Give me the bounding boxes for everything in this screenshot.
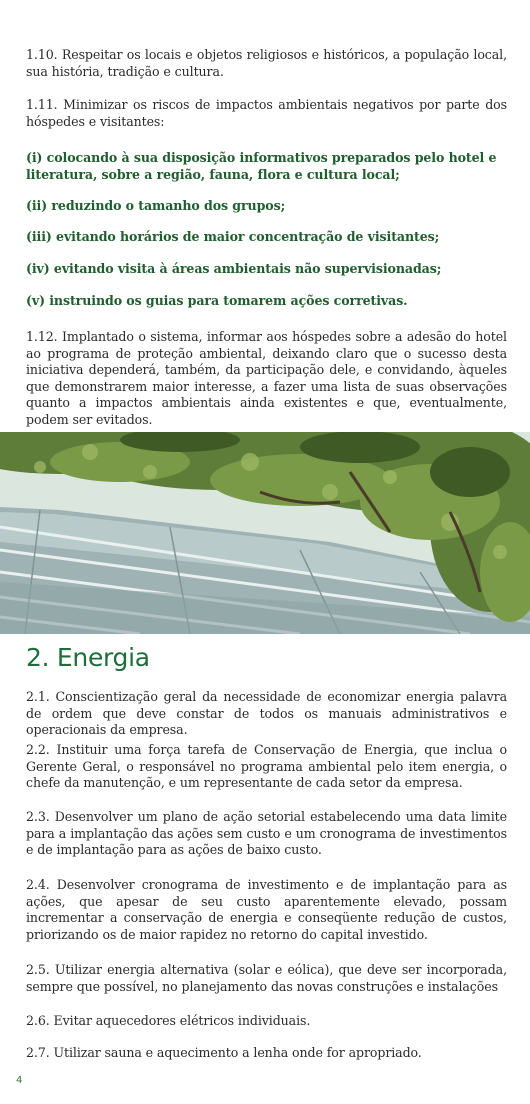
paragraph-1-11-block — [26, 97, 507, 130]
paragraph-2-3-block — [26, 809, 507, 859]
paragraph-2-1: 2.1. Conscientização geral da necessidade de economizar energia palavra de ordem que deve constar de todos os manuais administrativos e operacionais da empresa. — [26, 689, 507, 738]
paragraph-2-7: 2.7. Utilizar sauna e aquecimento a lenha onde for apropriado. — [26, 1045, 422, 1060]
paragraph-2-5: 2.5. Utilizar energia alternativa (solar e eólica), que deve ser incorporada, sempre que possível, no planejamento das novas construções e instalações — [26, 962, 507, 994]
list-item: (v) instruindo os guias para tomarem ações corretivas. — [26, 293, 408, 308]
paragraph-2-4-block — [26, 877, 507, 943]
list-item: (ii) reduzindo o tamanho dos grupos; — [26, 198, 286, 213]
list-item: (iii) evitando horários de maior concentração de visitantes; — [26, 229, 440, 244]
paragraph-2-6: 2.6. Evitar aquecedores elétricos individuais. — [26, 1013, 311, 1028]
paragraph-2-2-block — [26, 742, 507, 792]
paragraph-2-2: 2.2. Instituir uma força tarefa de Conservação de Energia, que inclua o Gerente Geral, o responsável no programa ambiental pelo item energia, o chefe da manutenção, e um representante de cada setor da empresa. — [26, 742, 507, 791]
photo-tree-glass-roof — [0, 432, 530, 634]
paragraph-1-12: 1.12. Implantado o sistema, informar aos hóspedes sobre a adesão do hotel ao programa de proteção ambiental, deixando claro que o sucesso desta iniciativa dependerá, também, da participação dele, e convidando, àqueles que demonstrarem maior interesse, a fazer uma lista de suas observações quanto a impactos ambientais ainda existentes e que, eventualmente, podem ser evitados. — [26, 329, 507, 427]
section-title: 2. Energia — [26, 643, 150, 672]
paragraph-2-3: 2.3. Desenvolver um plano de ação setorial estabelecendo uma data limite para a implantação das ações sem custo e um cronograma de investimentos e de implantação para as ações de baixo custo. — [26, 809, 507, 858]
paragraph-1-11: 1.11. Minimizar os riscos de impactos ambientais negativos por parte dos hóspedes e visitantes: — [26, 97, 507, 129]
paragraph-1-10: 1.10. Respeitar os locais e objetos religiosos e históricos, a população local, sua história, tradição e cultura. — [26, 47, 507, 79]
list-item-iv-block — [26, 261, 507, 278]
photo-illustration — [0, 432, 530, 634]
paragraph-2-4: 2.4. Desenvolver cronograma de investimento e de implantação para as ações, que apesar de seu custo aparentemente elevado, possam incrementar a conservação de energia e conseqüente redução de custos, priorizando os de maior rapidez no retorno do capital investido. — [26, 877, 507, 942]
paragraph-1-10-block — [26, 47, 507, 80]
list-item-iii-block — [26, 229, 507, 246]
list-item: (i) colocando à sua disposição informativos preparados pelo hotel e literatura, sobre a região, fauna, flora e cultura local; — [26, 150, 497, 182]
list-item-ii-block — [26, 198, 507, 215]
list-item: (iv) evitando visita à áreas ambientais não supervisionadas; — [26, 261, 442, 276]
paragraph-1-12-block — [26, 329, 507, 429]
list-item-i-block — [26, 150, 507, 183]
paragraph-2-1-block — [26, 689, 507, 739]
paragraph-2-7-block — [26, 1045, 507, 1062]
paragraph-2-6-block — [26, 1013, 507, 1030]
paragraph-2-5-block — [26, 962, 507, 995]
list-item-v-block — [26, 293, 507, 310]
page-number: 4 — [16, 1075, 23, 1086]
